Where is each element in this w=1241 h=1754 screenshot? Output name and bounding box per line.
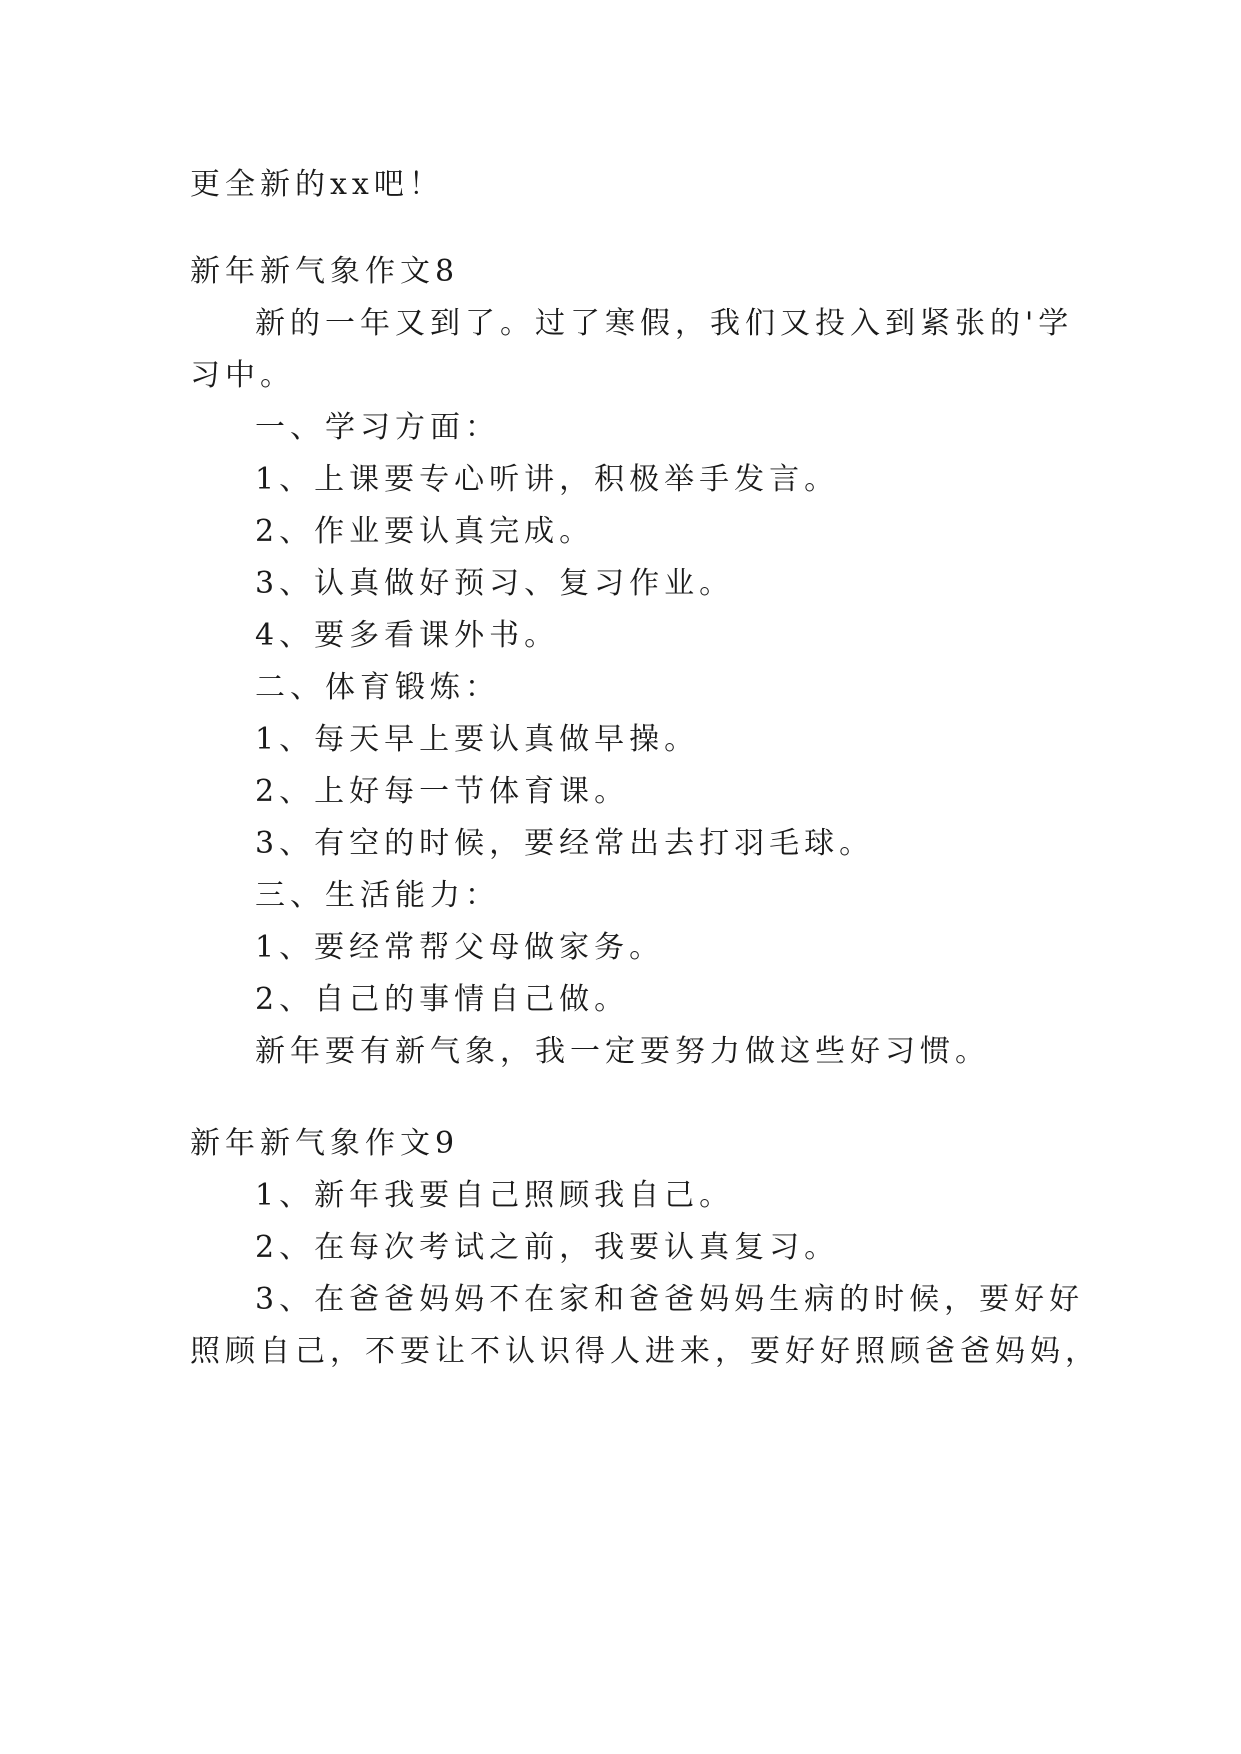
list-item: 2、作业要认真完成。 [255, 514, 595, 549]
text-line: 更全新的xx吧！ [190, 167, 444, 202]
paragraph-line: 新的一年又到了。过了寒假，我们又投入到紧张的'学 [255, 306, 1074, 341]
list-item: 2、在每次考试之前，我要认真复习。 [255, 1230, 840, 1265]
list-item: 3、有空的时候，要经常出去打羽毛球。 [255, 826, 875, 861]
section-heading: 新年新气象作文8 [190, 254, 460, 289]
paragraph-line: 照顾自己，不要让不认识得人进来，要好好照顾爸爸妈妈， [190, 1334, 1100, 1369]
list-item: 1、上课要专心听讲，积极举手发言。 [255, 462, 840, 497]
list-item: 4、要多看课外书。 [255, 618, 560, 653]
list-item: 1、要经常帮父母做家务。 [255, 930, 665, 965]
list-heading: 三、生活能力： [255, 878, 500, 913]
list-item: 1、每天早上要认真做早操。 [255, 722, 700, 757]
list-item: 1、新年我要自己照顾我自己。 [255, 1178, 735, 1213]
list-heading: 一、学习方面： [255, 410, 500, 445]
paragraph-line: 新年要有新气象，我一定要努力做这些好习惯。 [255, 1034, 990, 1069]
list-item: 3、在爸爸妈妈不在家和爸爸妈妈生病的时候，要好好 [255, 1282, 1085, 1317]
list-heading: 二、体育锻炼： [255, 670, 500, 705]
section-heading: 新年新气象作文9 [190, 1126, 460, 1161]
list-item: 2、上好每一节体育课。 [255, 774, 630, 809]
list-item: 2、自己的事情自己做。 [255, 982, 630, 1017]
list-item: 3、认真做好预习、复习作业。 [255, 566, 735, 601]
paragraph-line: 习中。 [190, 358, 295, 393]
